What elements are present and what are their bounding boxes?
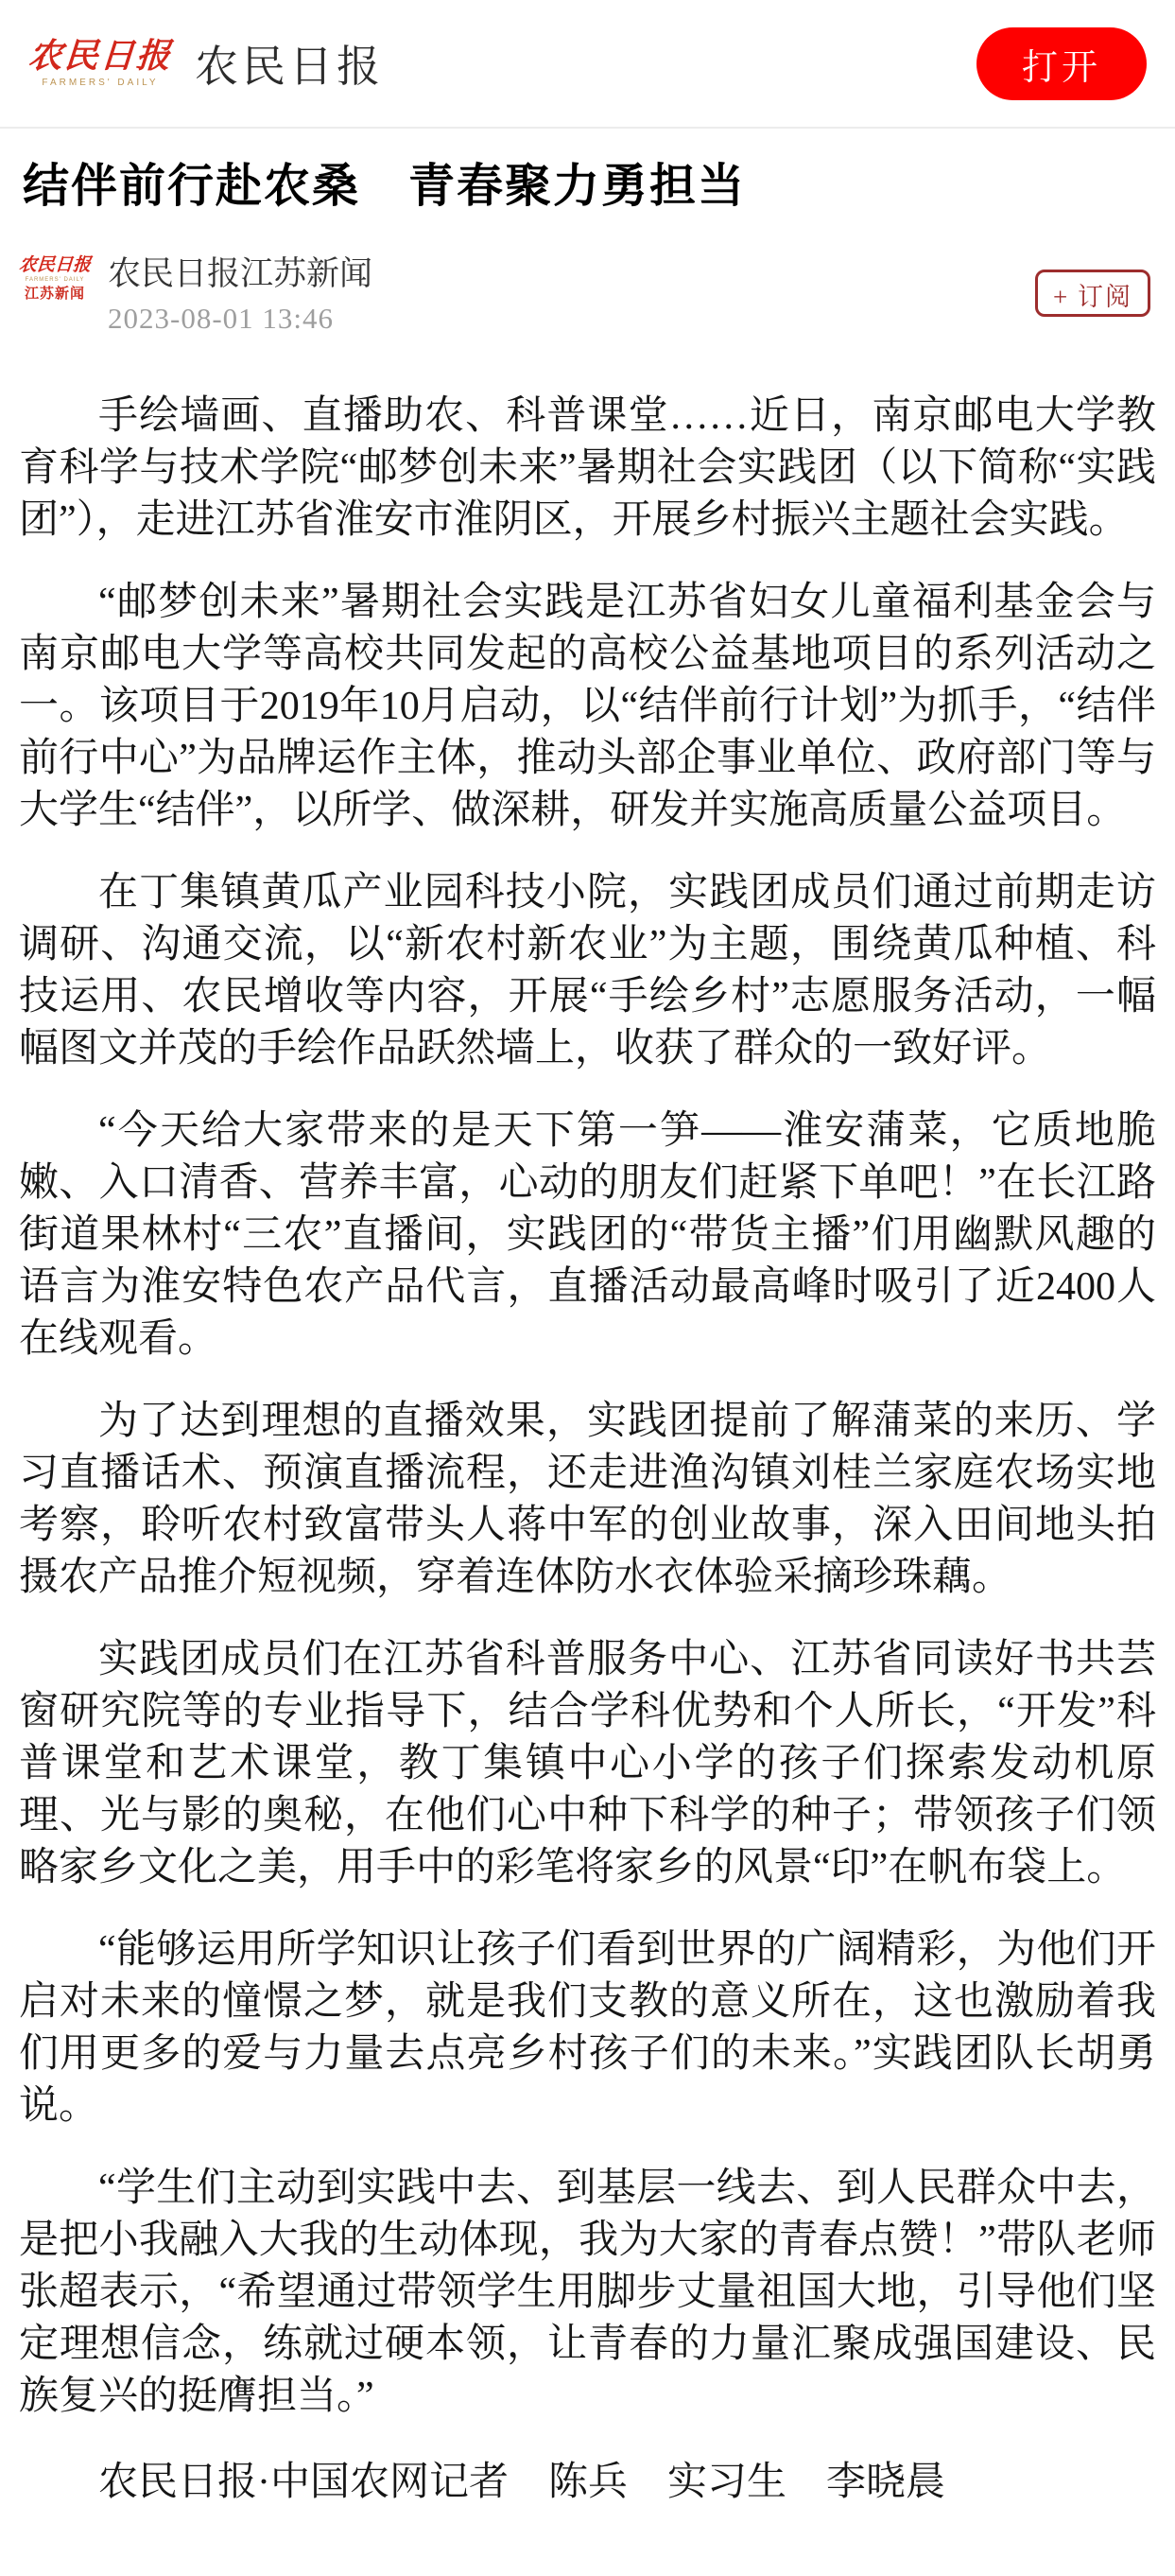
app-header — [0, 0, 1175, 129]
article-paragraph: “学生们主动到实践中去、到基层一线去、到人民群众中去，是把小我融入大我的生动体现，我为大家的青春点赞！”带队老师张超表示，“希望通过带领学生用脚步丈量祖国大地，引导他们坚定理想信念，练就过硬本领，让青春的力量汇聚成强国建设、民族复兴的挺膺担当。” — [19, 2167, 1156, 2419]
farmers-daily-logo-calligraphy: 农民日报 — [26, 37, 174, 75]
article-paragraph: “今天给大家带来的是天下第一笋——淮安蒲菜，它质地脆嫩、入口清香、营养丰富，心动的朋友们赶紧下单吧！”在长江路街道果林村“三农”直播间，实践团的“带货主播”们用幽默风趣的语言为淮安特色农产品代言，直播活动最高峰时吸引了近2400人在线观看。 — [19, 1109, 1156, 1362]
author-avatar-english: FARMERS' DAILY — [25, 276, 85, 283]
author-row — [19, 256, 1156, 337]
article-paragraph: 在丁集镇黄瓜产业园科技小院，实践团成员们通过前期走访调研、沟通交流，以“新农村新农业”为主题，围绕黄瓜种植、科技运用、农民增收等内容，开展“手绘乡村”志愿服务活动，一幅幅图文并茂的手绘作品跃然墙上，收获了群众的一致好评。 — [19, 871, 1156, 1071]
article-byline: 农民日报·中国农网记者 陈兵 实习生 李晓晨 — [98, 2461, 945, 2505]
publish-time: 2023-08-01 13:46 — [108, 302, 335, 336]
article-paragraph: 为了达到理想的直播效果，实践团提前了解蒲菜的来历、学习直播话术、预演直播流程，还走进渔沟镇刘桂兰家庭农场实地考察，聆听农村致富带头人蒋中军的创业故事，深入田间地头拍摄农产品推介短视频，穿着连体防水衣体验采摘珍珠藕。 — [19, 1400, 1156, 1600]
header-logo-group — [28, 32, 384, 95]
article-body — [19, 391, 1156, 2423]
article-paragraph: 手绘墙画、直播助农、科普课堂……近日，南京邮电大学教育科学与技术学院“邮梦创未来”暑期社会实践团（以下简称“实践团”），走进江苏省淮安市淮阴区，开展乡村振兴主题社会实践。 — [19, 394, 1156, 543]
open-app-button[interactable]: 打开 — [976, 27, 1147, 100]
article-page — [0, 161, 1175, 2556]
author-avatar-calligraphy: 农民日报 — [18, 254, 92, 275]
app-title: 农民日报 — [195, 43, 385, 91]
author-avatar[interactable] — [18, 254, 92, 302]
subscribe-button[interactable]: + 订阅 — [1035, 270, 1150, 317]
farmers-daily-logo-english: FARMERS' DAILY — [42, 78, 159, 88]
article-paragraph: 实践团成员们在江苏省科普服务中心、江苏省同读好书共芸窗研究院等的专业指导下，结合学科优势和个人所长，“开发”科普课堂和艺术课堂，教丁集镇中心小学的孩子们探索发动机原理、光与影的奥秘，在他们心中种下科学的种子；带领孩子们领略家乡文化之美，用手中的彩笔将家乡的风景“印”在帆布袋上。 — [19, 1638, 1156, 1890]
author-avatar-region: 江苏新闻 — [24, 286, 85, 302]
author-meta — [108, 256, 372, 337]
article-paragraph: “能够运用所学知识让孩子们看到世界的广阔精彩，为他们开启对未来的憧憬之梦，就是我们支教的意义所在，这也激励着我们用更多的爱与力量去点亮乡村孩子们的未来。”实践团队长胡勇说。 — [19, 1928, 1156, 2129]
author-name[interactable]: 农民日报江苏新闻 — [108, 254, 373, 292]
farmers-daily-logo — [28, 39, 172, 88]
article-title: 结伴前行赴农桑 青春聚力勇担当 — [23, 161, 747, 212]
article-paragraph: “邮梦创未来”暑期社会实践是江苏省妇女儿童福利基金会与南京邮电大学等高校共同发起的高校公益基地项目的系列活动之一。该项目于2019年10月启动，以“结伴前行计划”为抓手，“结伴前行中心”为品牌运作主体，推动头部企事业单位、政府部门等与大学生“结伴”，以所学、做深耕，研发并实施高质量公益项目。 — [19, 581, 1156, 833]
